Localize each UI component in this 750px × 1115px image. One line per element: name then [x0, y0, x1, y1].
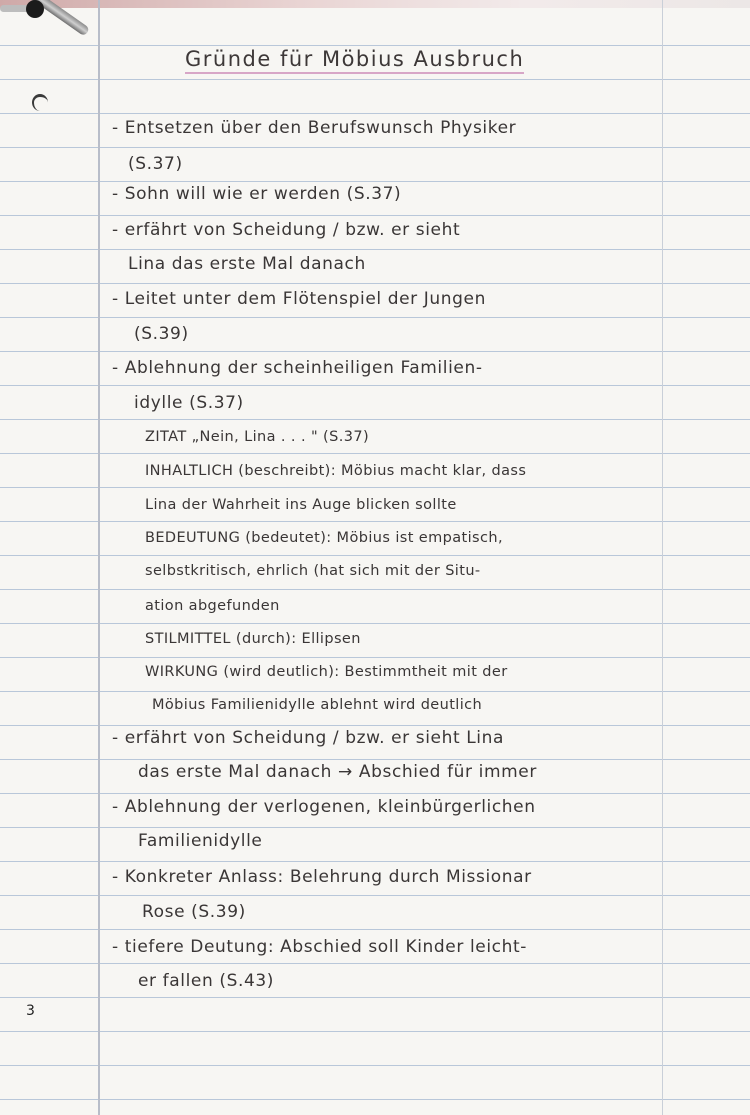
note-line: - erfährt von Scheidung / bzw. er sieht	[112, 220, 461, 240]
page-number: 3	[26, 1003, 35, 1019]
note-line: ation abgefunden	[145, 598, 280, 614]
note-line: Familienidylle	[138, 831, 263, 851]
binder-hole-icon	[32, 94, 48, 111]
note-line: INHALTLICH (beschreibt): Möbius macht klar, dass	[145, 463, 527, 479]
binder-hole-ring-icon	[0, 10, 48, 26]
note-line: - Leitet unter dem Flötenspiel der Jungen	[112, 289, 486, 309]
note-line: - tiefere Deutung: Abschied soll Kinder leicht-	[112, 937, 527, 957]
page-top-edge	[0, 0, 750, 8]
note-line: (S.39)	[134, 324, 189, 344]
note-line: WIRKUNG (wird deutlich): Bestimmtheit mit der	[145, 664, 508, 680]
note-line: - Ablehnung der scheinheiligen Familien-	[112, 358, 483, 378]
note-line: ZITAT „Nein, Lina . . . " (S.37)	[145, 429, 370, 445]
note-line: - Ablehnung der verlogenen, kleinbürgerlichen	[112, 797, 536, 817]
note-line: selbstkritisch, ehrlich (hat sich mit der Situ-	[145, 563, 481, 579]
note-line: Lina der Wahrheit ins Auge blicken sollte	[145, 497, 457, 513]
right-margin-line	[662, 0, 663, 1115]
note-line: Lina das erste Mal danach	[128, 254, 366, 274]
margin-line	[98, 0, 100, 1115]
note-line: idylle (S.37)	[134, 393, 244, 413]
note-line: das erste Mal danach → Abschied für immer	[138, 762, 537, 782]
note-line: - Konkreter Anlass: Belehrung durch Missionar	[112, 867, 532, 887]
note-line: Rose (S.39)	[142, 902, 246, 922]
note-line: - erfährt von Scheidung / bzw. er sieht Lina	[112, 728, 505, 748]
note-line: - Entsetzen über den Berufswunsch Physiker	[112, 118, 517, 138]
note-line: STILMITTEL (durch): Ellipsen	[145, 631, 361, 647]
page-title: Gründe für Möbius Ausbruch	[185, 46, 524, 74]
note-line: BEDEUTUNG (bedeutet): Möbius ist empatisch,	[145, 530, 503, 546]
note-line: Möbius Familienidylle ablehnt wird deutlich	[152, 697, 483, 713]
note-line: (S.37)	[128, 154, 183, 174]
note-line: - Sohn will wie er werden (S.37)	[112, 184, 402, 204]
note-line: er fallen (S.43)	[138, 971, 275, 991]
